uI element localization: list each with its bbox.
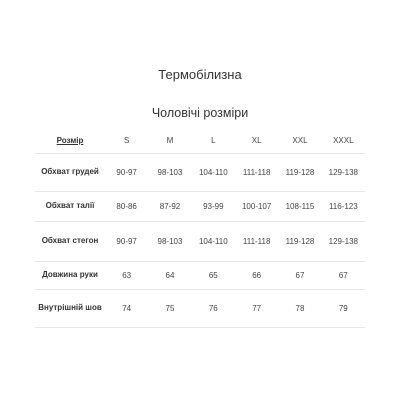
table-cell: 100-107 <box>241 201 272 211</box>
row-label-hips: Обхват стегон <box>41 236 99 245</box>
table-cell: 78 <box>295 303 305 313</box>
table-cell: 67 <box>295 270 305 280</box>
table-cell: 93-99 <box>203 201 224 211</box>
table-cell: 111-118 <box>242 236 271 246</box>
table-cell: 90-97 <box>116 167 137 177</box>
table-cell: 119-128 <box>285 167 315 177</box>
table-cell: 119-128 <box>285 236 315 246</box>
table-cell: 76 <box>208 303 218 313</box>
table-cell: 116-123 <box>328 201 358 211</box>
page-subtitle: Чоловічі розміри <box>151 106 249 120</box>
table-cell: 79 <box>338 303 348 313</box>
table-header-row <box>35 128 365 153</box>
table-cell: 87-92 <box>159 201 181 211</box>
table-cell: 65 <box>208 270 218 280</box>
size-chart-table <box>35 128 365 328</box>
row-label-arm-length: Довжина руки <box>42 270 98 279</box>
table-row-arm-length <box>35 261 365 289</box>
table-row-inseam <box>35 289 365 327</box>
row-label-inseam: Внутрішній шов <box>38 303 102 312</box>
table-cell: 67 <box>338 270 348 280</box>
table-cell: 98-103 <box>157 167 183 177</box>
table-cell: 108-115 <box>285 201 315 211</box>
size-header-xl: XL <box>251 135 262 145</box>
table-cell: 129-138 <box>328 167 358 177</box>
row-label-waist: Обхват талії <box>45 201 95 210</box>
table-cell: 74 <box>122 303 132 313</box>
size-header-xxl: XXL <box>292 135 308 145</box>
table-cell: 75 <box>165 303 175 313</box>
table-row-chest <box>35 153 365 191</box>
table-cell: 77 <box>252 303 262 313</box>
table-cell: 66 <box>252 270 262 280</box>
table-cell: 98-103 <box>157 236 183 246</box>
table-cell: 104-110 <box>198 236 228 246</box>
table-cell: 129-138 <box>328 236 358 246</box>
size-header-xxxl: XXXL <box>333 135 354 145</box>
size-column-header: Розмір <box>56 135 84 145</box>
table-cell: 63 <box>122 270 132 280</box>
row-label-chest: Обхват грудей <box>41 167 99 176</box>
table-cell: 111-118 <box>242 167 271 177</box>
table-cell: 80-86 <box>116 201 137 211</box>
page-title: Термобілизна <box>158 67 242 82</box>
size-header-l: L <box>211 135 216 145</box>
size-header-s: S <box>123 135 130 145</box>
size-header-m: M <box>166 135 174 145</box>
table-row-waist <box>35 191 365 221</box>
table-cell: 104-110 <box>198 167 228 177</box>
table-row-hips <box>35 221 365 261</box>
table-cell: 64 <box>165 270 175 280</box>
table-cell: 90-97 <box>116 236 137 246</box>
